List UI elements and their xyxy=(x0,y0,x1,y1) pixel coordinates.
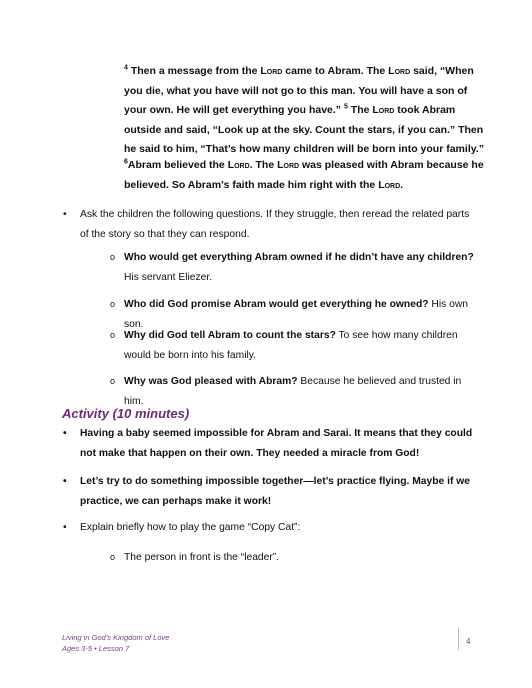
answer-text: His own son. xyxy=(124,299,469,330)
sub-bullet-icon: o xyxy=(110,299,116,309)
sub-bullet-icon: o xyxy=(110,330,116,340)
sub-bullet-icon: o xyxy=(110,252,116,262)
footer-divider xyxy=(458,628,459,650)
scripture-verse-6 xyxy=(124,156,484,195)
bullet-icon: • xyxy=(63,522,67,533)
section-heading-activity: Activity (10 minutes) xyxy=(62,406,190,421)
activity-item xyxy=(63,518,476,538)
activity-item xyxy=(63,472,476,511)
lord-smallcaps: Lord xyxy=(372,104,395,116)
question-item xyxy=(110,326,476,365)
sub-bullet-icon: o xyxy=(110,552,116,562)
activity-subitem xyxy=(110,548,476,568)
activity-subtext: The person in front is the “leader”. xyxy=(124,552,280,563)
question-item xyxy=(110,248,476,287)
page-number: 4 xyxy=(466,637,471,646)
scripture-text: Then a message from the xyxy=(130,65,261,77)
scripture-text: Abram believed the xyxy=(127,159,228,171)
scripture-text: said, “When you die, what you have will not go to this man. You will have a son of your own. He will get everything you have.” xyxy=(124,65,474,116)
scripture-verses-4-5 xyxy=(124,62,484,160)
lord-smallcaps: Lord xyxy=(277,159,300,171)
lord-smallcaps: Lord xyxy=(378,178,401,191)
footer-title: Living in God’s Kingdom of Love xyxy=(62,633,170,642)
verse-number: 6 xyxy=(124,158,128,166)
scripture-text: . The xyxy=(249,159,278,171)
question-text: Who did God promise Abram would get everything he owned? xyxy=(124,299,429,310)
activity-item xyxy=(63,424,476,463)
activity-text: Let’s try to do something impossible together—let’s practice flying. Maybe if we practice, we can perhaps make it work! xyxy=(80,476,471,507)
activity-text: Explain briefly how to play the game “Copy Cat”: xyxy=(80,522,301,533)
verse-number: 4 xyxy=(124,64,128,72)
verse-number: 5 xyxy=(343,103,348,111)
bullet-icon: • xyxy=(63,428,67,439)
lord-smallcaps: Lord xyxy=(227,159,250,171)
scripture-text: took Abram outside and said, “Look up at the sky. Count the stars, if you can.” Then he said to him, “That’s how many children will be born into your family.” xyxy=(124,104,484,155)
answer-text: Because he believed and trusted in him. xyxy=(124,376,462,407)
lord-smallcaps: Lord xyxy=(388,65,411,77)
answer-text: To see how many children would be born into his family. xyxy=(124,330,458,361)
footer-subtitle: Ages 3-5 • Lesson 7 xyxy=(62,644,130,653)
bullet-icon: • xyxy=(63,209,67,220)
bullet-icon: • xyxy=(63,476,67,487)
question-text: Who would get everything Abram owned if he didn’t have any children? xyxy=(124,252,474,263)
scripture-text: The xyxy=(347,104,373,116)
question-text: Why was God pleased with Abram? xyxy=(124,376,298,387)
scripture-text: came to Abram. The xyxy=(282,65,389,77)
lord-smallcaps: Lord xyxy=(260,65,283,77)
instruction-ask-questions xyxy=(63,205,476,244)
instruction-text: Ask the children the following questions. If they struggle, then reread the related parts of the story so that they can respond. xyxy=(80,209,470,240)
activity-text: Having a baby seemed impossible for Abram and Sarai. It means that they could not make that happen on their own. They needed a miracle from God! xyxy=(80,428,473,459)
sub-bullet-icon: o xyxy=(110,376,116,386)
question-text: Why did God tell Abram to count the stars? xyxy=(124,330,336,341)
scripture-text: was pleased with Abram because he believed. So Abram’s faith made him right with the xyxy=(124,159,484,191)
scripture-text: . xyxy=(400,178,404,191)
answer-text: His servant Eliezer. xyxy=(124,271,213,283)
